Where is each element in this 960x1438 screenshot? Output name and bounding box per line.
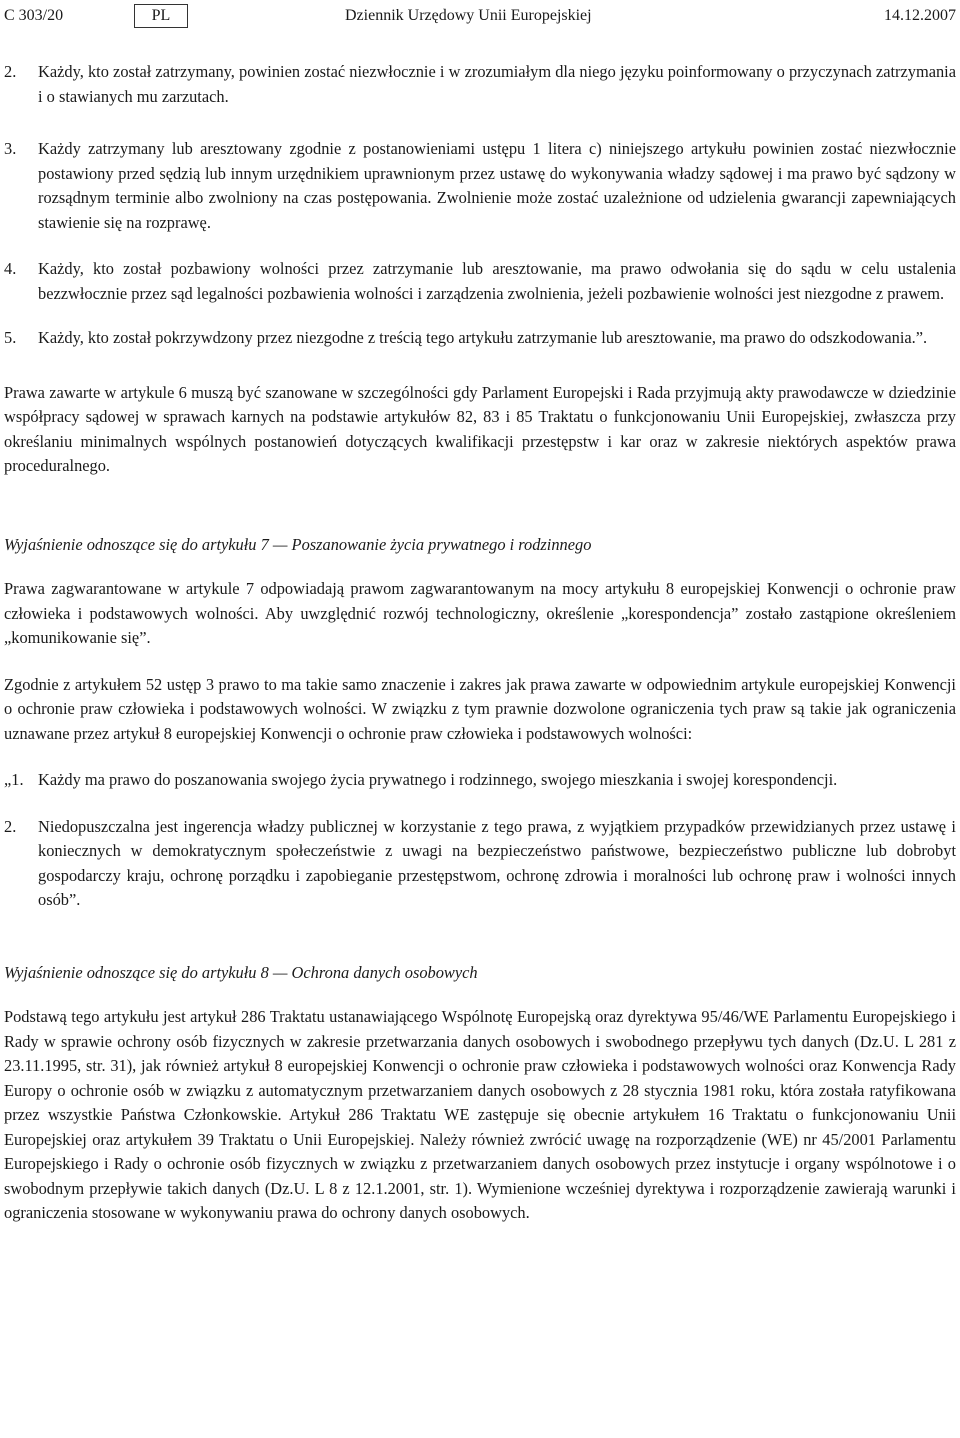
paragraph-text: Każdy ma prawo do poszanowania swojego życia prywatnego i rodzinnego, swojego mieszkania i swojej korespondencji. — [38, 770, 838, 789]
body-paragraph: Prawa zagwarantowane w artykule 7 odpowiadają prawom zagwarantowanym na mocy artykułu 8 europejskiej Konwencji o ochronie praw człowieka i podstawowych wolności. Aby uwzględnić rozwój technologiczny, określenie „korespondencja” zostało zastąpione określeniem „komunikowanie się”. — [4, 579, 956, 647]
paragraph-number: 3. — [4, 139, 17, 158]
body-paragraph: Prawa zawarte w artykule 6 muszą być szanowane w szczególności gdy Parlament Europejski i Rada przyjmują akty prawodawcze w dziedzinie współpracy sądowej w sprawach karnych na podstawie artykułów 82, 83 i 85 Traktatu o funkcjonowaniu Unii Europejskiej, zwłaszcza przy określaniu minimalnych wspólnych postanowień dotyczących kwalifikacji przestępstw i kar oraz w zakresie niektórych aspektów prawa proceduralnego. — [4, 382, 956, 475]
paragraph-number: 4. — [4, 259, 17, 278]
paragraph-number: 2. — [4, 62, 17, 81]
numbered-paragraph-3 — [4, 137, 956, 235]
section-heading: Wyjaśnienie odnoszące się do artykułu 7 — Poszanowanie życia prywatnego i rodzinnego — [4, 534, 592, 554]
journal-title: Dziennik Urzędowy Unii Europejskiej — [345, 7, 592, 24]
publication-date: 14.12.2007 — [884, 7, 956, 24]
paragraph-text: Każdy, kto został pokrzywdzony przez niezgodne z treścią tego artykułu zatrzymanie lub aresztowanie, ma prawo do odszkodowania.”. — [38, 328, 928, 347]
quoted-paragraph-1 — [4, 768, 956, 793]
paragraph-number: 2. — [4, 816, 17, 836]
paragraph-text: Niedopuszczalna jest ingerencja władzy publicznej w korzystanie z tego prawa, z wyjątkiem przypadków przewidzianych przez ustawę i koniecznych w demokratycznym społeczeństwie z uwagi na bezpieczeństwo państwowe, bezpieczeństwo publiczne lub dobrobyt gospodarczy kraju, ochronę porządku i zapobieganie przestępstwom, ochronę zdrowia i moralności lub ochronę praw i wolności innych osób”. — [38, 816, 956, 909]
paragraph-text: Każdy, kto został pozbawiony wolności przez zatrzymanie lub aresztowanie, ma prawo odwołania się do sądu w celu ustalenia bezzwłocznie przez sąd legalności pozbawienia wolności i zarządzenia zwolnienia, jeżeli pozbawienie wolności jest niezgodne z prawem. — [38, 259, 956, 303]
paragraph-number: 5. — [4, 328, 17, 347]
numbered-paragraph-5 — [4, 326, 956, 351]
page-header — [0, 4, 960, 28]
section-heading: Wyjaśnienie odnoszące się do artykułu 8 — Ochrona danych osobowych — [4, 962, 478, 982]
paragraph-number: „1. — [4, 770, 24, 789]
numbered-paragraph-2 — [4, 60, 956, 109]
paragraph-text: Każdy, kto został zatrzymany, powinien zostać niezwłocznie i w zrozumiałym dla niego języku poinformowany o przyczynach zatrzymania i o stawianych mu zarzutach. — [38, 62, 956, 106]
paragraph-text: Każdy zatrzymany lub aresztowany zgodnie z postanowieniami ustępu 1 litera c) niniejszego artykułu powinien zostać niezwłocznie postawiony przed sędzią lub innym urzędnikiem uprawnionym przez ustawę do wykonywania władzy sądowej i ma prawo być sądzony w rozsądnym terminie albo zwolniony na czas postępowania. Zwolnienie może zostać uzależnione od udzielenia gwarancji zapewniających stawienie się na rozprawę. — [38, 139, 956, 232]
body-paragraph: Podstawą tego artykułu jest artykuł 286 Traktatu ustanawiającego Wspólnotę Europejską oraz dyrektywa 95/46/WE Parlamentu Europejskiego i Rady w sprawie ochrony osób fizycznych w zakresie przetwarzania danych osobowych i swobodnego przepływu tych danych (Dz.U. L 281 z 23.11.1995, str. 31), jak również artykuł 8 europejskiej Konwencji o ochronie praw człowieka i podstawowych wolności oraz Konwencja Rady Europy o ochronie osób w związku z automatycznym przetwarzaniem danych osobowych z 28 stycznia 1981 roku, która została ratyfikowana przez wszystkie Państwa Członkowskie. Artykuł 286 Traktatu WE zastępuje się obecnie artykułem 16 Traktatu o funkcjonowaniu Unii Europejskiej oraz artykułem 39 Traktatu o Unii Europejskiej. Należy również zwrócić uwagę na rozporządzenie (WE) nr 45/2001 Parlamentu Europejskiego i Rady o ochronie osób fizycznych w związku z przetwarzaniem danych osobowych przez instytucje i organy wspólnotowe i o swobodnym przepływie takich danych (Dz.U. L 8 z 12.1.2001, str. 1). Wymienione wcześniej dyrektywa i rozporządzenie zawierają warunki i ograniczenia stosowane w wykonywaniu prawa do ochrony danych osobowych. — [4, 1007, 956, 1222]
body-paragraph: Zgodnie z artykułem 52 ustęp 3 prawo to ma takie samo znaczenie i zakres jak prawa zawarte w odpowiednim artykule europejskiej Konwencji o ochronie praw człowieka i podstawowych wolności. W związku z tym prawnie dozwolone ograniczenia tych praw są takie jak ograniczenia uznawane przez artykuł 8 europejskiej Konwencji o ochronie praw człowieka i podstawowych wolności: — [4, 674, 956, 743]
numbered-paragraph-4 — [4, 257, 956, 306]
quoted-paragraph-2 — [4, 815, 956, 913]
language-badge: PL — [134, 4, 188, 28]
document-body — [4, 60, 956, 1226]
journal-reference: C 303/20 — [4, 7, 64, 24]
